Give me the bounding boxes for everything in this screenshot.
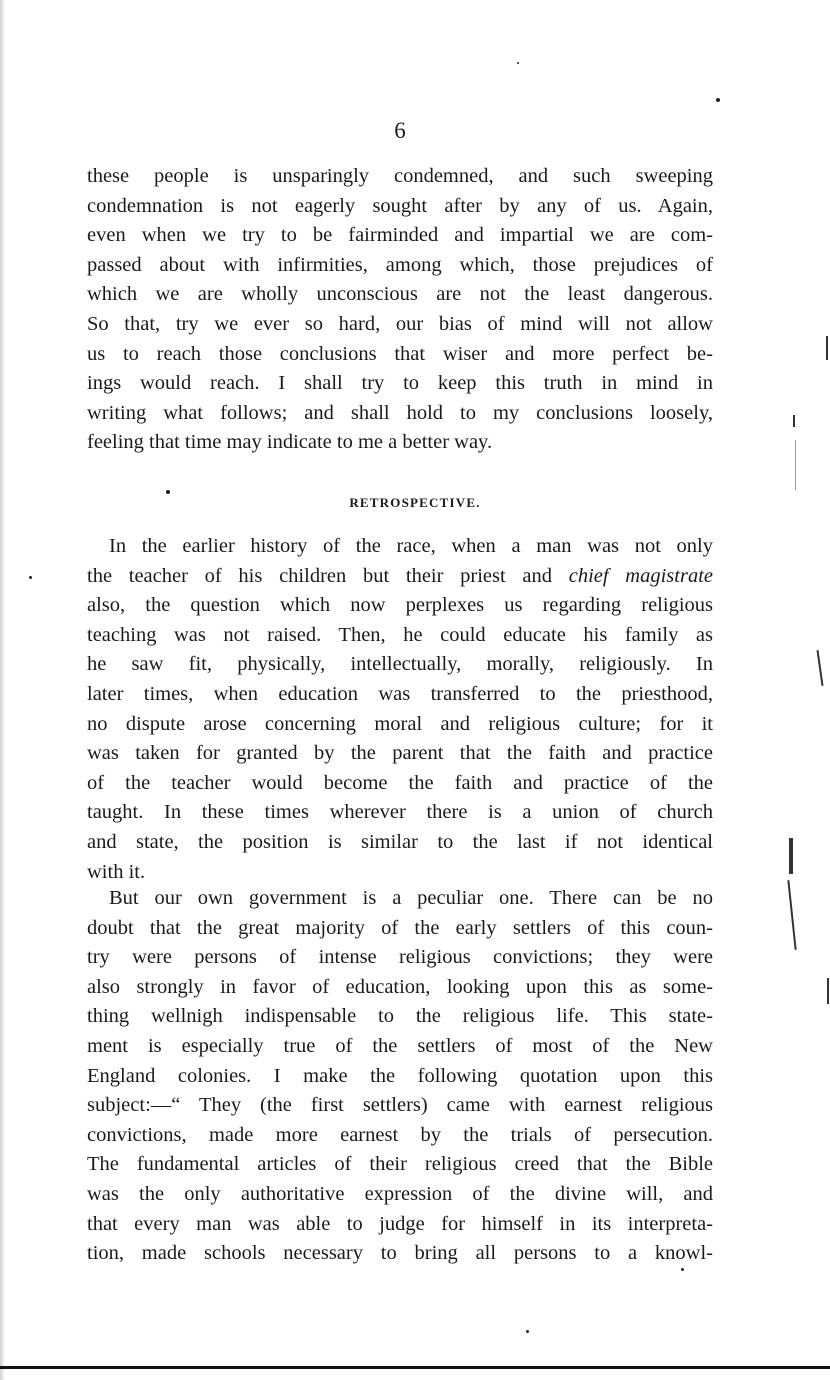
scan-edge-mark <box>787 880 796 950</box>
text-line: even when we try to be fairminded and impartial we are com- <box>87 224 713 247</box>
text-line: writing what follows; and shall hold to my conclusions loosely, <box>87 401 713 424</box>
scan-edge-mark <box>795 440 796 490</box>
text-line: of the teacher would become the faith and practice of the <box>87 771 713 794</box>
text-line: he saw fit, physically, intellectually, morally, religiously. In <box>87 653 713 676</box>
scan-left-edge-shadow <box>0 0 5 1380</box>
text-line: also strongly in favor of education, looking upon this as some- <box>87 975 713 998</box>
scan-speck <box>166 490 170 494</box>
text-line: feeling that time may indicate to me a better way. <box>87 431 493 454</box>
italic-phrase: chief magistrate <box>568 564 713 587</box>
text-line: and state, the position is similar to the last if not identical <box>87 830 713 853</box>
text-line: with it. <box>87 860 146 883</box>
scan-edge-mark <box>789 838 793 874</box>
text-line: that every man was able to judge for himself in its interpreta- <box>87 1212 713 1235</box>
paragraph-2 <box>87 532 713 887</box>
paragraph-3 <box>87 884 713 1269</box>
scan-edge-mark <box>793 415 795 427</box>
section-heading: RETROSPECTIVE. <box>349 495 481 510</box>
text-line: was the only authoritative expression of the divine will, and <box>87 1182 713 1205</box>
paragraph-1 <box>87 162 713 458</box>
page-number: 6 <box>394 118 406 143</box>
scan-speck <box>29 576 32 579</box>
text-line: try were persons of intense religious convictions; they were <box>87 946 713 969</box>
text-line: tion, made schools necessary to bring all persons to a knowl- <box>87 1242 713 1265</box>
text-line: teaching was not raised. Then, he could educate his family as <box>87 623 713 646</box>
text-line: thing wellnigh indispensable to the religious life. This state- <box>87 1005 713 1028</box>
scan-bottom-edge <box>0 1366 830 1369</box>
scan-speck <box>517 62 519 64</box>
text-line-with-italic <box>87 562 713 592</box>
text-line: convictions, made more earnest by the trials of persecution. <box>87 1123 713 1146</box>
text-line: So that, try we ever so hard, our bias of mind will not allow <box>87 312 713 335</box>
scan-edge-mark <box>817 650 824 686</box>
text-line: taught. In these times wherever there is a union of church <box>87 801 713 824</box>
text-line: subject:—“ They (the first settlers) came with earnest religious <box>87 1094 713 1117</box>
text-line: doubt that the great majority of the early settlers of this coun- <box>87 916 713 939</box>
text-line: us to reach those conclusions that wiser and more perfect be- <box>87 342 713 365</box>
text-line: passed about with infirmities, among which, those prejudices of <box>87 253 713 276</box>
text-line: But our own government is a peculiar one. There can be no <box>109 887 713 909</box>
text-line: condemnation is not eagerly sought after by any of us. Again, <box>87 194 713 217</box>
text-line: The fundamental articles of their religious creed that the Bible <box>87 1153 713 1176</box>
text-line: which we are wholly unconscious are not the least dangerous. <box>87 283 713 306</box>
text-line: ment is especially true of the settlers of most of the New <box>87 1034 713 1057</box>
text-line: In the earlier history of the race, when a man was not only <box>109 535 713 557</box>
scan-speck <box>526 1330 529 1333</box>
text-line: these people is unsparingly condemned, and such sweeping <box>87 165 713 187</box>
text-line: also, the question which now perplexes us regarding religious <box>87 594 713 617</box>
text-segment: the teacher of his children but their priest and <box>87 564 553 587</box>
scan-edge-mark <box>827 978 829 1004</box>
text-line: was taken for granted by the parent that the faith and practice <box>87 742 713 765</box>
scan-speck <box>681 1268 684 1271</box>
scan-speck <box>716 98 720 102</box>
text-line: England colonies. I make the following quotation upon this <box>87 1064 713 1087</box>
text-line: later times, when education was transferred to the priesthood, <box>87 682 713 705</box>
text-line: ings would reach. I shall try to keep this truth in mind in <box>87 372 713 395</box>
text-line: no dispute arose concerning moral and religious culture; for it <box>87 712 713 735</box>
scan-edge-mark <box>826 336 828 360</box>
